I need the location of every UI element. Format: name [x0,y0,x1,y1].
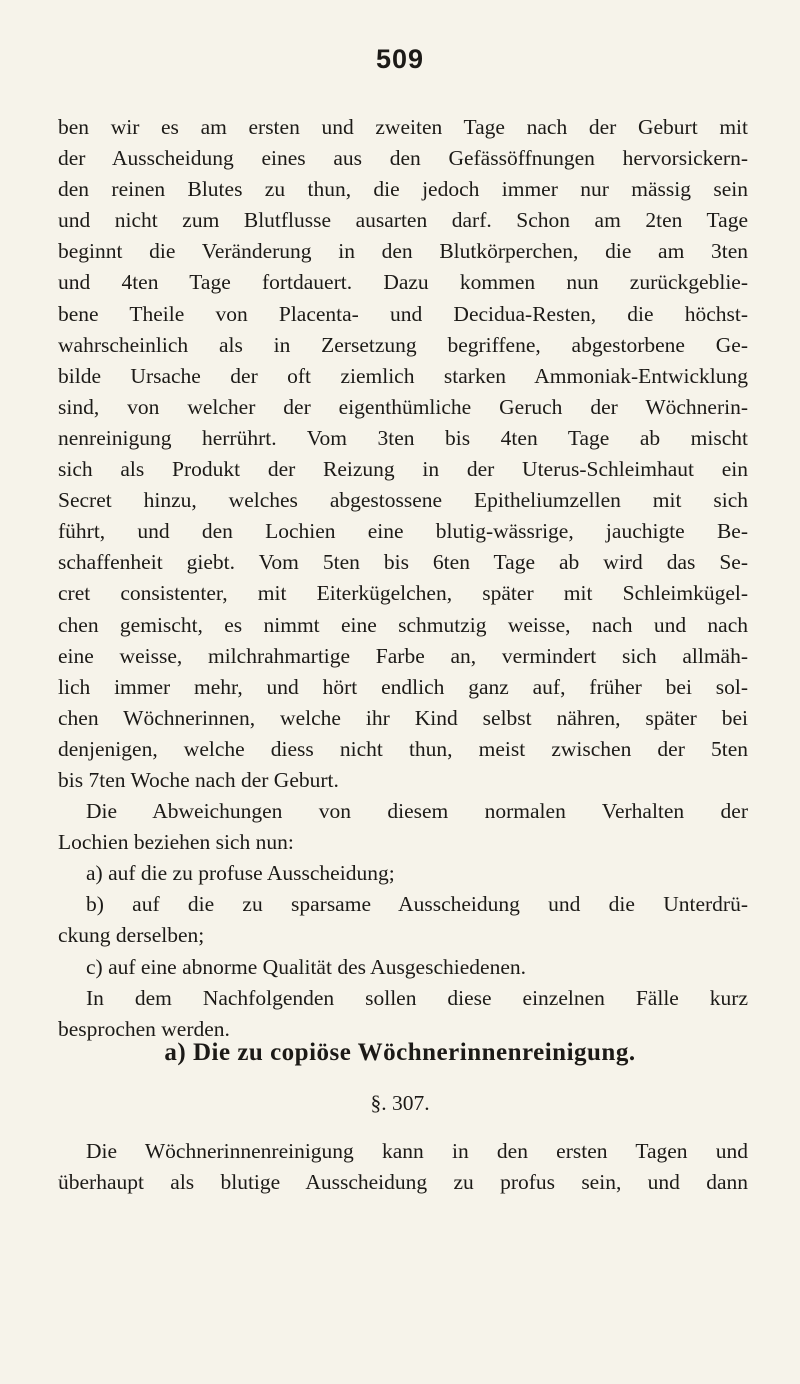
text-line: bis 7ten Woche nach der Geburt. [58,767,339,792]
paragraph-number: §. 307. [370,1091,430,1115]
text-line: cret consistenter, mit Eiterkügelchen, später mit Schleimkügel- [58,581,748,606]
section-heading: a) Die zu copiöse Wöchnerinnenreinigung. [164,1039,636,1066]
text-line: chen gemischt, es nimmt eine schmutzig weisse, nach und nach [58,612,748,637]
text-line: ben wir es am ersten und zweiten Tage nach der Geburt mit [58,115,748,139]
text-line: In dem Nachfolgenden sollen diese einzelnen Fälle kurz [86,985,748,1010]
text-line: Secret hinzu, welches abgestossene Epitheliumzellen mit sich [58,488,748,513]
text-line: führt, und den Lochien eine blutig-wässrige, jauchigte Be- [58,519,748,544]
body-text-continued [58,1136,748,1198]
text-line: bene Theile von Placenta- und Decidua-Resten, die höchst- [58,301,748,326]
body-text [58,112,748,1045]
page-number: 509 [375,44,425,74]
text-line: sich als Produkt der Reizung in der Uterus-Schleimhaut ein [58,457,748,482]
list-item-a: a) auf die zu profuse Ausscheidung; [86,861,395,886]
text-line: Die Wöchnerinnenreinigung kann in den ersten Tagen und [86,1139,748,1163]
list-item-b: b) auf die zu sparsame Ausscheidung und die Unterdrü- [86,892,748,917]
text-line: chen Wöchnerinnen, welche ihr Kind selbst nähren, später bei [58,705,748,730]
text-line: eine weisse, milchrahmartige Farbe an, vermindert sich allmäh- [58,643,748,668]
text-line: Die Abweichungen von diesem normalen Verhalten der [86,799,748,824]
text-line: bilde Ursache der oft ziemlich starken Ammoniak-Entwicklung [58,363,748,388]
text-line: wahrscheinlich als in Zersetzung begriffene, abgestorbene Ge- [58,332,748,357]
text-line: sind, von welcher der eigenthümliche Geruch der Wöchnerin- [58,394,748,419]
text-line: und 4ten Tage fortdauert. Dazu kommen nun zurückgeblie- [58,270,748,295]
text-line: lich immer mehr, und hört endlich ganz auf, früher bei sol- [58,674,748,699]
text-line: Lochien beziehen sich nun: [58,830,294,855]
text-line: der Ausscheidung eines aus den Gefässöffnungen hervorsickern- [58,146,748,171]
text-line: nenreinigung herrührt. Vom 3ten bis 4ten Tage ab mischt [58,425,748,450]
text-line: ckung derselben; [58,923,205,948]
text-line: den reinen Blutes zu thun, die jedoch immer nur mässig sein [58,177,748,202]
text-line: überhaupt als blutige Ausscheidung zu profus sein, und dann [58,1170,748,1195]
text-line: denjenigen, welche diess nicht thun, meist zwischen der 5ten [58,736,748,761]
list-item-c: c) auf eine abnorme Qualität des Ausgeschiedenen. [86,954,526,979]
text-line: beginnt die Veränderung in den Blutkörperchen, die am 3ten [58,239,748,264]
text-line: und nicht zum Blutflusse ausarten darf. Schon am 2ten Tage [58,208,748,233]
text-line: besprochen werden. [58,1016,230,1041]
text-line: schaffenheit giebt. Vom 5ten bis 6ten Tage ab wird das Se- [58,550,748,575]
